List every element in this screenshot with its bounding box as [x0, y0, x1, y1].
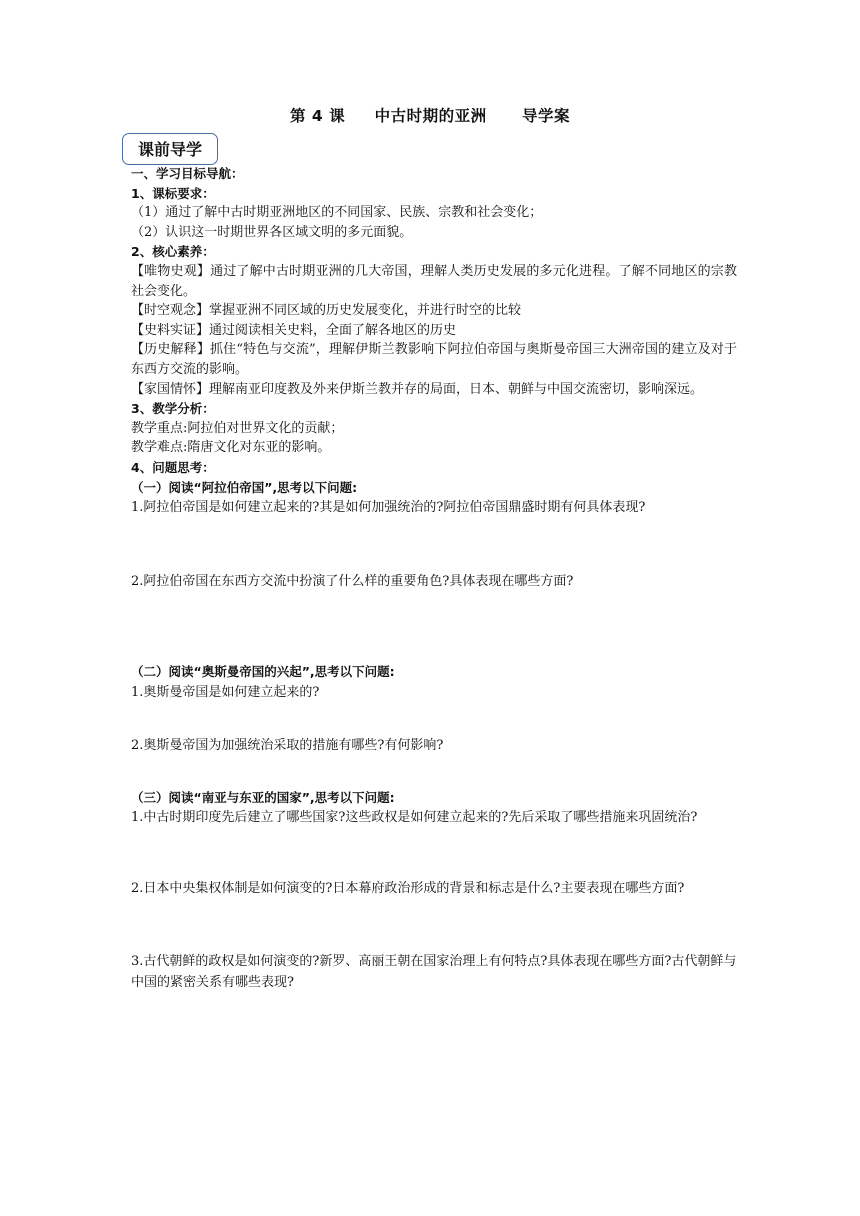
- answer-space[interactable]: [131, 592, 737, 662]
- core-literacy-item: 【史料实证】通过阅读相关史料，全面了解各地区的历史: [131, 322, 457, 338]
- question-text: 2.奥斯曼帝国为加强统治采取的措施有哪些?有何影响?: [131, 737, 444, 753]
- document-body: [131, 164, 737, 993]
- teaching-difficulty: 教学难点:隋唐文化对东亚的影响。: [131, 440, 331, 456]
- pre-class-badge: 课前导学: [122, 133, 218, 165]
- curriculum-item: （2）认识这一时期世界各区域文明的多元面貌。: [131, 224, 413, 240]
- question-group-heading: （三）阅读“南亚与东亚的国家”,思考以下问题:: [131, 789, 395, 805]
- document-title: 第 4 课 中古时期的亚洲 导学案: [290, 107, 570, 125]
- question-text: 1.阿拉伯帝国是如何建立起来的?其是如何加强统治的?阿拉伯帝国鼎盛时期有何具体表现?: [131, 500, 646, 516]
- teaching-key-point: 教学重点:阿拉伯对世界文化的贡献；: [131, 420, 344, 436]
- answer-space[interactable]: [131, 703, 737, 735]
- question-group-heading: （一）阅读“阿拉伯帝国”,思考以下问题:: [131, 479, 358, 495]
- answer-space[interactable]: [131, 518, 737, 571]
- questions-heading: 4、问题思考：: [131, 459, 215, 475]
- answer-space[interactable]: [131, 828, 737, 878]
- core-literacy-heading: 2、核心素养：: [131, 244, 215, 260]
- core-literacy-item: 【历史解释】抓住“特色与交流”，理解伊斯兰教影响下阿拉伯帝国与奥斯曼帝国三大洲帝国的建立及对于东西方交流的影响。: [131, 342, 737, 377]
- question-text: 1.中古时期印度先后建立了哪些国家?这些政权是如何建立起来的?先后采取了哪些措施来巩固统治?: [131, 810, 698, 826]
- core-literacy-item: 【家国情怀】理解南亚印度教及外来伊斯兰教并存的局面，日本、朝鲜与中国交流密切，影响深远。: [131, 381, 704, 397]
- question-text: 1.奥斯曼帝国是如何建立起来的?: [131, 684, 320, 700]
- question-text: 2.阿拉伯帝国在东西方交流中扮演了什么样的重要角色?具体表现在哪些方面?: [131, 574, 574, 590]
- teaching-analysis-heading: 3、教学分析：: [131, 401, 215, 417]
- question-text: 2.日本中央集权体制是如何演变的?日本幕府政治形成的背景和标志是什么?主要表现在哪些方面?: [131, 881, 685, 897]
- curriculum-heading: 1、课标要求：: [131, 185, 215, 201]
- core-literacy-item: 【时空观念】掌握亚洲不同区域的历史发展变化，并进行时空的比较: [131, 303, 522, 319]
- curriculum-item: （1）通过了解中古时期亚洲地区的不同国家、民族、宗教和社会变化；: [131, 205, 543, 221]
- answer-space[interactable]: [131, 899, 737, 951]
- question-text: 3.古代朝鲜的政权是如何演变的?新罗、高丽王朝在国家治理上有何特点?具体表现在哪些方面?古代朝鲜与中国的紧密关系有哪些表现?: [131, 954, 737, 991]
- core-literacy-item: 【唯物史观】通过了解中古时期亚洲的几大帝国，理解人类历史发展的多元化进程。了解不同地区的宗教社会变化。: [131, 263, 737, 299]
- answer-space[interactable]: [131, 756, 737, 788]
- section-heading-objectives: 一、学习目标导航：: [131, 166, 244, 181]
- question-group-heading: （二）阅读“奥斯曼帝国的兴起”,思考以下问题:: [131, 664, 395, 680]
